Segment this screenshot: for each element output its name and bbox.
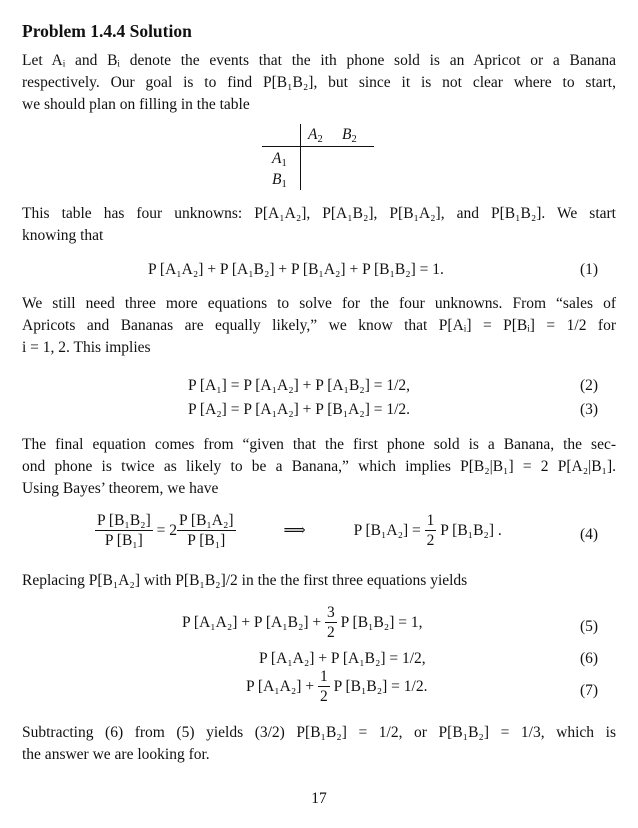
equals-two: = 2 (156, 522, 177, 540)
equation-2-number: (2) (580, 377, 599, 394)
table-header-a2: $A_2$ (308, 126, 323, 145)
unknowns-paragraph (22, 203, 616, 247)
equation-2-lhs: P [A₁] = (188, 377, 240, 394)
table-row-a1: $A_1$ (272, 150, 287, 169)
equation-4-rhs-rhs: P [B₁B₂] . (440, 522, 502, 540)
equal-likely-line-3: i = 1, 2. This implies (22, 339, 151, 356)
page-number: 17 (311, 790, 327, 807)
equal-likely-line-1: We still need three more equations to solve for the four unknowns. From “sales of (22, 295, 616, 312)
implies-arrow: ⟹ (283, 522, 306, 540)
equation-3-rhs: P [A₁A₂] + P [B₁A₂] = 1/2. (243, 401, 411, 418)
equation-7-number: (7) (580, 682, 599, 699)
intro-paragraph (22, 50, 616, 116)
equation-1: P [A₁A₂] + P [A₁B₂] + P [B₁A₂] + P [B₁B₂] = 1. (148, 261, 444, 278)
equation-7 (246, 668, 427, 707)
equation-4-number: (4) (580, 526, 599, 543)
replacing-paragraph (22, 570, 616, 592)
equation-5-number: (5) (580, 618, 599, 635)
final-equation-line-2: ond phone is twice as likely to be a Banana,” which implies P[B₂|B₁] = 2 P[A₂|B₁]. (22, 458, 616, 475)
intro-line-3: we should plan on filling in the table (22, 96, 250, 113)
table-vertical-rule (300, 124, 301, 190)
bayes-fraction-1: $\frac{\text{P [B₁B₂]}}{\text{P [B₁]}}$ (97, 512, 151, 549)
equation-7-post: P [B₁B₂] = 1/2. (333, 678, 428, 696)
intro-line-2: respectively. Our goal is to find P[B₁B₂], but since it is not clear where to start, (22, 74, 616, 91)
equation-6-number: (6) (580, 650, 599, 667)
equation-5-pre: P [A₁A₂] + P [A₁B₂] + (182, 614, 322, 632)
intro-line-1: Let Aᵢ and Bᵢ denote the events that the ith phone sold is an Apricot or a Banana (22, 52, 616, 69)
equal-likely-line-2: Apricots and Bananas are equally likely,” we know that P[Aᵢ] = P[Bᵢ] = 1/2 for (22, 317, 616, 334)
equation-4 (95, 512, 502, 551)
three-halves-fraction: $\frac{3}{2}$ (327, 604, 335, 641)
one-half-fraction: $\frac{1}{2}$ (426, 512, 435, 549)
one-half-fraction-7: $\frac{1}{2}$ (319, 668, 328, 705)
conclusion-line-2: the answer we are looking for. (22, 746, 210, 763)
equal-likely-paragraph (22, 293, 616, 359)
equation-3 (188, 399, 410, 421)
bayes-fraction-2: $\frac{\text{P [B₁A₂]}}{\text{P [B₁]}}$ (178, 512, 234, 549)
equation-5-post: P [B₁B₂] = 1, (340, 614, 423, 632)
table-header-b2: $B_2$ (342, 126, 357, 145)
unknowns-line-2: knowing that (22, 227, 104, 244)
equation-5 (182, 604, 423, 643)
probability-table (262, 124, 374, 190)
final-equation-line-3: Using Bayes’ theorem, we have (22, 480, 219, 497)
problem-title: Problem 1.4.4 Solution (22, 21, 192, 41)
final-equation-line-1: The final equation comes from “given that the first phone sold is a Banana, the sec- (22, 436, 616, 453)
final-equation-paragraph (22, 434, 616, 500)
replacing-line: Replacing P[B₁A₂] with P[B₁B₂]/2 in the the first three equations yields (22, 572, 468, 589)
conclusion-line-1: Subtracting (6) from (5) yields (3/2) P[B₁B₂] = 1/2, or P[B₁B₂] = 1/3, which is (22, 724, 616, 741)
equation-4-rhs-lhs: P [B₁A₂] = (353, 522, 421, 540)
equation-2-rhs: P [A₁A₂] + P [A₁B₂] = 1/2, (243, 377, 411, 394)
equation-3-lhs: P [A₂] = (188, 401, 240, 418)
table-horizontal-rule (262, 146, 374, 147)
equation-1-number: (1) (580, 261, 599, 278)
equation-7-pre: P [A₁A₂] + (246, 678, 315, 696)
conclusion-paragraph (22, 722, 616, 766)
equation-2 (188, 375, 410, 397)
table-row-b1: $B_1$ (272, 171, 287, 190)
equation-3-number: (3) (580, 401, 599, 418)
equation-6: P [A₁A₂] + P [A₁B₂] = 1/2, (259, 650, 426, 667)
unknowns-line-1: This table has four unknowns: P[A₁A₂], P[A₁B₂], P[B₁A₂], and P[B₁B₂]. We start (22, 205, 616, 222)
